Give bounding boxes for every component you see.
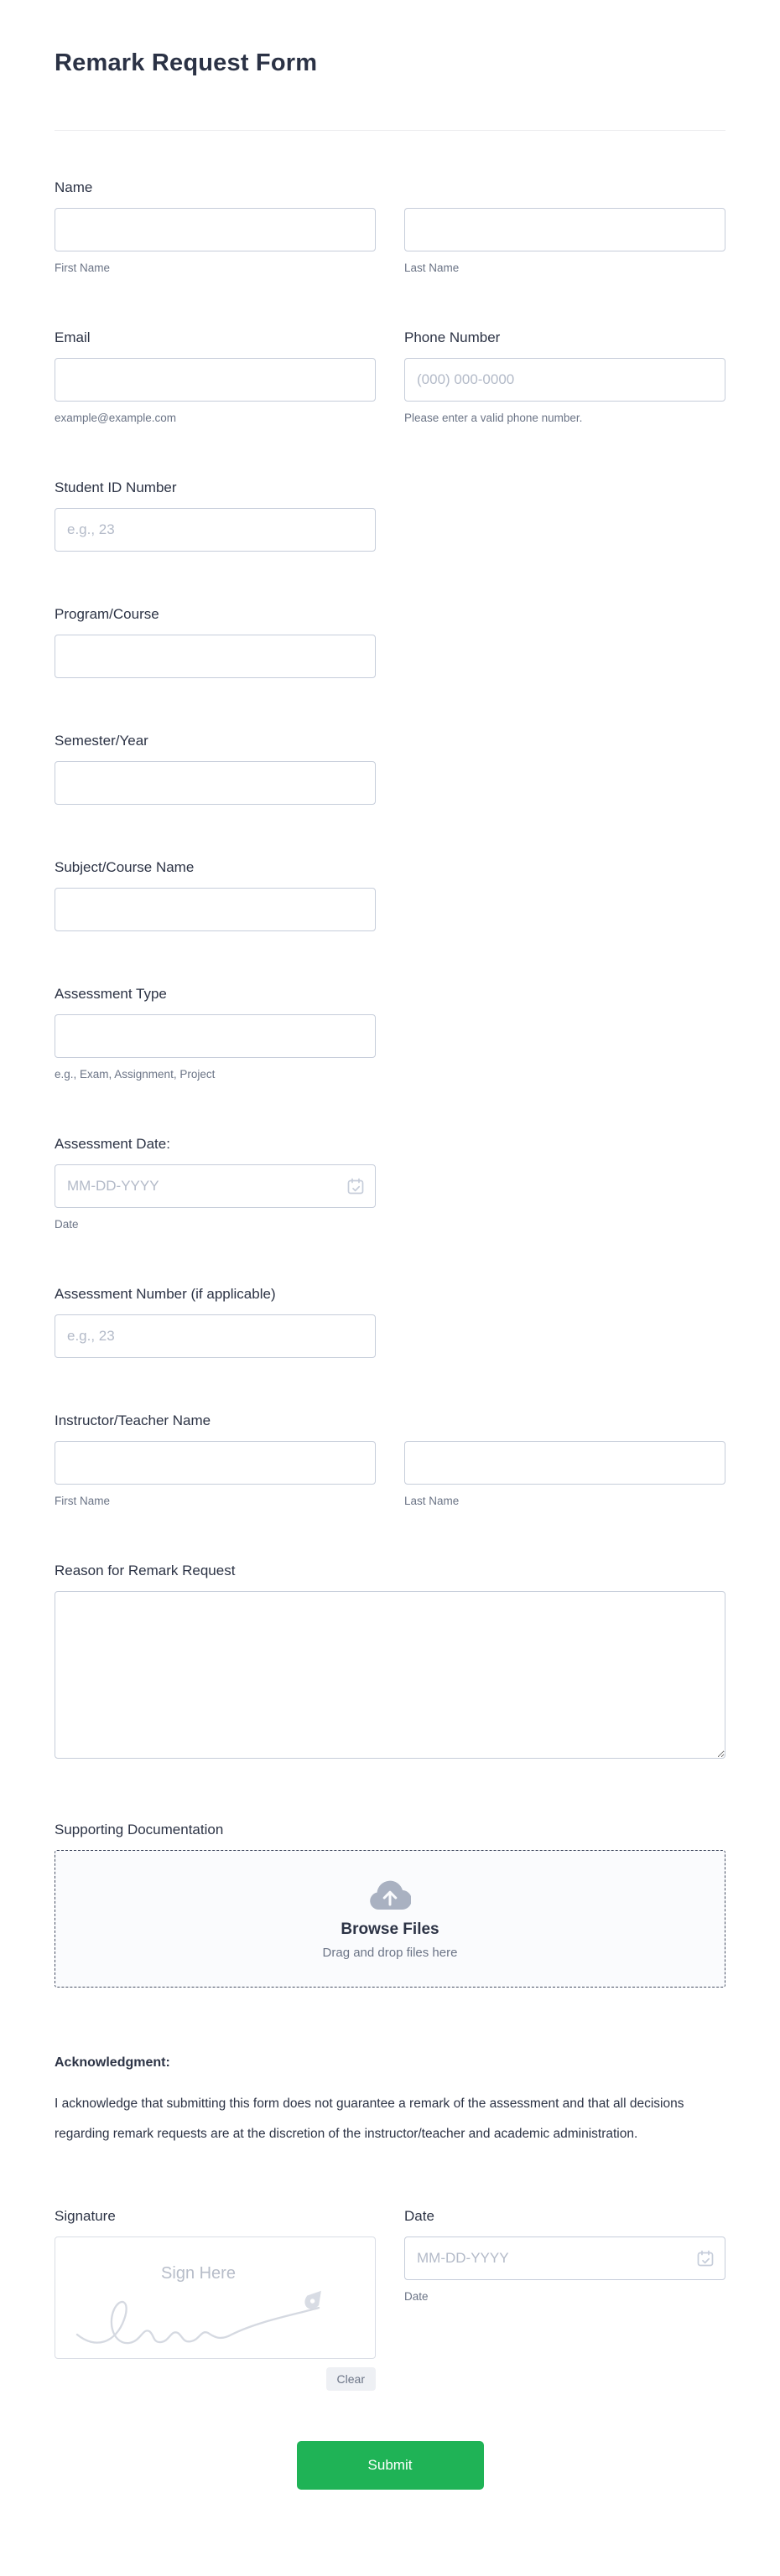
assessment-date-label: Assessment Date: <box>55 1136 170 1152</box>
field-name <box>55 179 725 275</box>
calendar-icon[interactable] <box>695 2248 715 2268</box>
reason-textarea[interactable] <box>55 1591 725 1759</box>
browse-files-label: Browse Files <box>341 1920 439 1938</box>
sign-date-sublabel: Date <box>404 2290 429 2303</box>
semester-input[interactable] <box>55 761 376 805</box>
program-input[interactable] <box>55 635 376 678</box>
page-title: Remark Request Form <box>55 49 318 76</box>
assessment-type-sublabel: e.g., Exam, Assignment, Project <box>55 1068 216 1081</box>
signature-label: Signature <box>55 2208 116 2224</box>
email-sublabel: example@example.com <box>55 412 177 424</box>
assessment-number-input[interactable] <box>55 1314 376 1358</box>
drag-drop-label: Drag and drop files here <box>322 1945 458 1960</box>
phone-input[interactable] <box>404 358 725 402</box>
acknowledgment-label: Acknowledgment: <box>55 2055 170 2070</box>
calendar-icon[interactable] <box>346 1176 366 1196</box>
name-last-sublabel: Last Name <box>404 262 460 274</box>
name-first-input[interactable] <box>55 208 376 251</box>
instructor-first-input[interactable] <box>55 1441 376 1485</box>
field-email-phone <box>55 329 725 425</box>
documentation-label: Supporting Documentation <box>55 1822 224 1837</box>
field-semester <box>55 733 725 805</box>
field-instructor <box>55 1412 725 1508</box>
email-input[interactable] <box>55 358 376 402</box>
instructor-last-input[interactable] <box>404 1441 725 1485</box>
subject-input[interactable] <box>55 888 376 931</box>
signature-date-row <box>55 2208 725 2391</box>
subject-label: Subject/Course Name <box>55 859 195 875</box>
acknowledgment-text: I acknowledge that submitting this form does not guarantee a remark of the assessment and that all decisions regarding remark requests are at the discretion of the instructor/teacher and academic administration. <box>55 2097 684 2141</box>
field-student-id <box>55 479 725 552</box>
date-column <box>404 2208 725 2391</box>
name-label: Name <box>55 179 93 195</box>
field-documentation <box>55 1822 725 1988</box>
student-id-input[interactable] <box>55 508 376 552</box>
acknowledgment-block <box>55 2055 725 2149</box>
name-first-sublabel: First Name <box>55 262 111 274</box>
sign-date-input[interactable] <box>404 2237 725 2280</box>
sign-here-label: Sign Here <box>161 2264 236 2283</box>
program-label: Program/Course <box>55 606 159 622</box>
field-program <box>55 606 725 678</box>
field-assessment-type <box>55 986 725 1081</box>
field-assessment-date <box>55 1136 725 1231</box>
clear-signature-button[interactable]: Clear <box>326 2367 376 2391</box>
semester-label: Semester/Year <box>55 733 148 749</box>
instructor-last-sublabel: Last Name <box>404 1495 460 1507</box>
field-subject <box>55 859 725 931</box>
field-reason <box>55 1563 725 1763</box>
assessment-date-input[interactable] <box>55 1164 376 1208</box>
phone-label: Phone Number <box>404 329 501 345</box>
cloud-upload-icon <box>369 1879 411 1910</box>
phone-sublabel: Please enter a valid phone number. <box>404 412 583 424</box>
form-body <box>0 131 780 2532</box>
student-id-label: Student ID Number <box>55 479 177 495</box>
sign-date-label: Date <box>404 2208 434 2224</box>
reason-label: Reason for Remark Request <box>55 1563 236 1578</box>
assessment-number-label: Assessment Number (if applicable) <box>55 1286 276 1302</box>
assessment-type-label: Assessment Type <box>55 986 167 1002</box>
file-upload-dropzone[interactable] <box>55 1850 725 1988</box>
assessment-date-sublabel: Date <box>55 1218 79 1231</box>
signature-pad[interactable] <box>55 2237 376 2359</box>
field-assessment-number <box>55 1286 725 1358</box>
instructor-first-sublabel: First Name <box>55 1495 111 1507</box>
instructor-label: Instructor/Teacher Name <box>55 1412 211 1428</box>
assessment-type-input[interactable] <box>55 1014 376 1058</box>
submit-button[interactable]: Submit <box>297 2441 484 2490</box>
form-header <box>0 0 780 131</box>
signature-pen-icon <box>70 2281 356 2353</box>
email-label: Email <box>55 329 91 345</box>
name-last-input[interactable] <box>404 208 725 251</box>
submit-row <box>55 2441 725 2532</box>
signature-column <box>55 2208 376 2391</box>
